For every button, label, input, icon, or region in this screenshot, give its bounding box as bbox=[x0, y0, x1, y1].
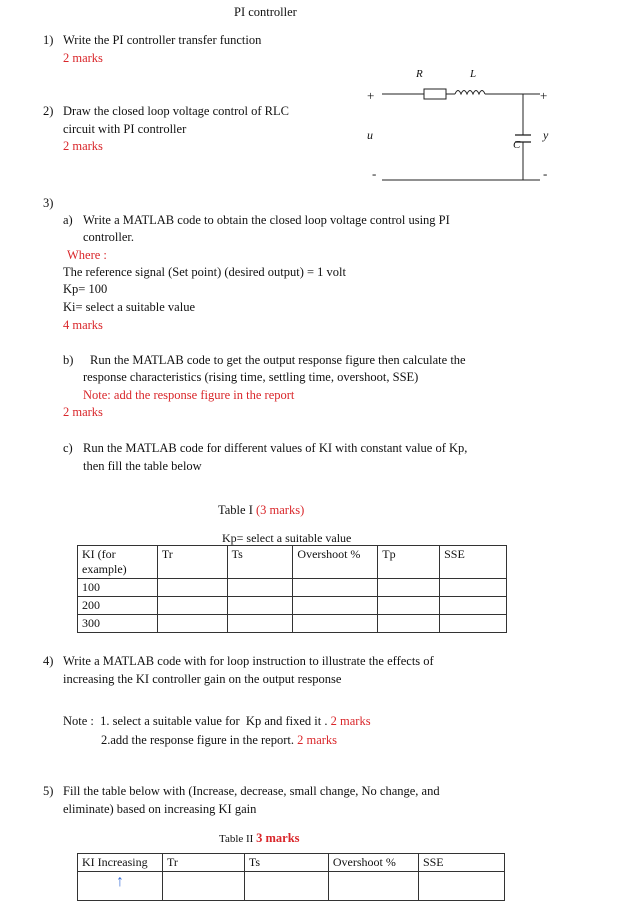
table-row bbox=[78, 579, 507, 597]
table1-cell bbox=[440, 579, 507, 597]
q1-marks: 2 marks bbox=[63, 51, 103, 65]
circuit-input-minus: - bbox=[372, 166, 377, 181]
q3b-label: b) bbox=[63, 353, 74, 367]
table1-header-sse: SSE bbox=[440, 546, 507, 579]
page-title: PI controller bbox=[234, 5, 297, 19]
circuit-capacitor-label: C bbox=[513, 139, 521, 151]
table1-kp-header: Kp= select a suitable value bbox=[222, 531, 352, 545]
table1-ki-value: 300 bbox=[78, 615, 158, 633]
circuit-input-label: u bbox=[367, 128, 373, 142]
table1-ki-value: 100 bbox=[78, 579, 158, 597]
table1-header-tp: Tp bbox=[378, 546, 440, 579]
q3b-line2: response characteristics (rising time, settling time, overshoot, SSE) bbox=[83, 370, 419, 384]
q2-number: 2) bbox=[43, 104, 54, 118]
q3a-where: Where : bbox=[67, 248, 107, 262]
q4-note1 bbox=[63, 714, 371, 729]
table1-cell bbox=[378, 597, 440, 615]
circuit-output-minus: - bbox=[543, 166, 548, 181]
circuit-inductor-label: L bbox=[470, 68, 477, 80]
table2-header-ki: KI Increasing bbox=[78, 854, 163, 872]
table1-header-ki: KI (for example) bbox=[78, 546, 158, 579]
table2-cell bbox=[244, 872, 328, 901]
q4-note1-marks: 2 marks bbox=[330, 714, 371, 728]
table2-caption-marks: 3 marks bbox=[256, 831, 300, 845]
q5-line2: eliminate) based on increasing KI gain bbox=[63, 802, 257, 816]
q2-line2: circuit with PI controller bbox=[63, 122, 187, 136]
circuit-input-plus: + bbox=[367, 88, 375, 103]
table1-header-row bbox=[78, 546, 507, 579]
circuit-output-label: y bbox=[543, 128, 549, 142]
table2-header-ts: Ts bbox=[244, 854, 328, 872]
table1-cell bbox=[227, 615, 293, 633]
q2-line1: Draw the closed loop voltage control of RLC bbox=[63, 104, 289, 118]
table2-header-overshoot: Overshoot % bbox=[328, 854, 418, 872]
table1-header-tr: Tr bbox=[157, 546, 227, 579]
q4-note2-text: 2.add the response figure in the report. bbox=[101, 733, 298, 747]
rlc-circuit-diagram bbox=[360, 64, 560, 190]
circuit-resistor-label: R bbox=[416, 68, 423, 80]
q3a-reference: The reference signal (Set point) (desired output) = 1 volt bbox=[63, 265, 347, 279]
q3a-marks: 4 marks bbox=[63, 318, 103, 332]
table1-cell bbox=[157, 615, 227, 633]
q4-note2 bbox=[101, 733, 337, 748]
q3-number: 3) bbox=[43, 196, 54, 210]
table2-cell bbox=[162, 872, 244, 901]
table-row bbox=[78, 597, 507, 615]
table1-caption-title: Table I bbox=[218, 503, 253, 517]
table-row bbox=[78, 872, 505, 901]
q4-note2-marks: 2 marks bbox=[297, 733, 338, 747]
q3a-line2: controller. bbox=[83, 230, 135, 244]
table1-cell bbox=[378, 579, 440, 597]
table1-cell bbox=[293, 615, 378, 633]
q5-number: 5) bbox=[43, 784, 54, 798]
table2-caption-title: Table II bbox=[219, 833, 254, 845]
q3b-note: Note: add the response figure in the report bbox=[83, 388, 295, 402]
q4-line1: Write a MATLAB code with for loop instruction to illustrate the effects of bbox=[63, 654, 434, 668]
table2-cell bbox=[328, 872, 418, 901]
table2-header-sse: SSE bbox=[418, 854, 504, 872]
table1-cell bbox=[227, 579, 293, 597]
table2 bbox=[77, 853, 505, 901]
table1-caption bbox=[218, 503, 304, 518]
table1-header-ts: Ts bbox=[227, 546, 293, 579]
q3a-ki: Ki= select a suitable value bbox=[63, 300, 196, 314]
q3c-line1: Run the MATLAB code for different values of KI with constant value of Kp, bbox=[83, 441, 468, 455]
table2-header-tr: Tr bbox=[162, 854, 244, 872]
q4-note1-text: Note : 1. select a suitable value for Kp and fixed it . bbox=[63, 714, 331, 728]
q3a-kp: Kp= 100 bbox=[63, 282, 108, 296]
q5-line1: Fill the table below with (Increase, decrease, small change, No change, and bbox=[63, 784, 440, 798]
table2-cell bbox=[418, 872, 504, 901]
q1-number: 1) bbox=[43, 33, 54, 47]
table1-cell bbox=[293, 579, 378, 597]
q1-text: Write the PI controller transfer function bbox=[63, 33, 262, 47]
up-arrow-icon: ↑ bbox=[78, 872, 163, 901]
q3a-label: a) bbox=[63, 213, 73, 227]
table2-caption bbox=[219, 831, 300, 846]
q3a-line1: Write a MATLAB code to obtain the closed loop voltage control using PI bbox=[83, 213, 450, 227]
circuit-output-plus: + bbox=[540, 88, 548, 103]
q4-number: 4) bbox=[43, 654, 54, 668]
table1-cell bbox=[378, 615, 440, 633]
table-row bbox=[78, 615, 507, 633]
table1-header-overshoot: Overshoot % bbox=[293, 546, 378, 579]
q3c-line2: then fill the table below bbox=[83, 459, 202, 473]
table1-cell bbox=[440, 597, 507, 615]
q3b-marks: 2 marks bbox=[63, 405, 103, 419]
table1-cell bbox=[227, 597, 293, 615]
table1-cell bbox=[157, 597, 227, 615]
table1-cell bbox=[440, 615, 507, 633]
q3b-line1: Run the MATLAB code to get the output response figure then calculate the bbox=[90, 353, 466, 367]
q3c-label: c) bbox=[63, 441, 73, 455]
table1-ki-value: 200 bbox=[78, 597, 158, 615]
table1-cell bbox=[293, 597, 378, 615]
table2-header-row bbox=[78, 854, 505, 872]
q4-line2: increasing the KI controller gain on the output response bbox=[63, 672, 342, 686]
table1-cell bbox=[157, 579, 227, 597]
q2-marks: 2 marks bbox=[63, 139, 103, 153]
table1-caption-marks: (3 marks) bbox=[256, 503, 305, 517]
table1 bbox=[77, 545, 507, 633]
